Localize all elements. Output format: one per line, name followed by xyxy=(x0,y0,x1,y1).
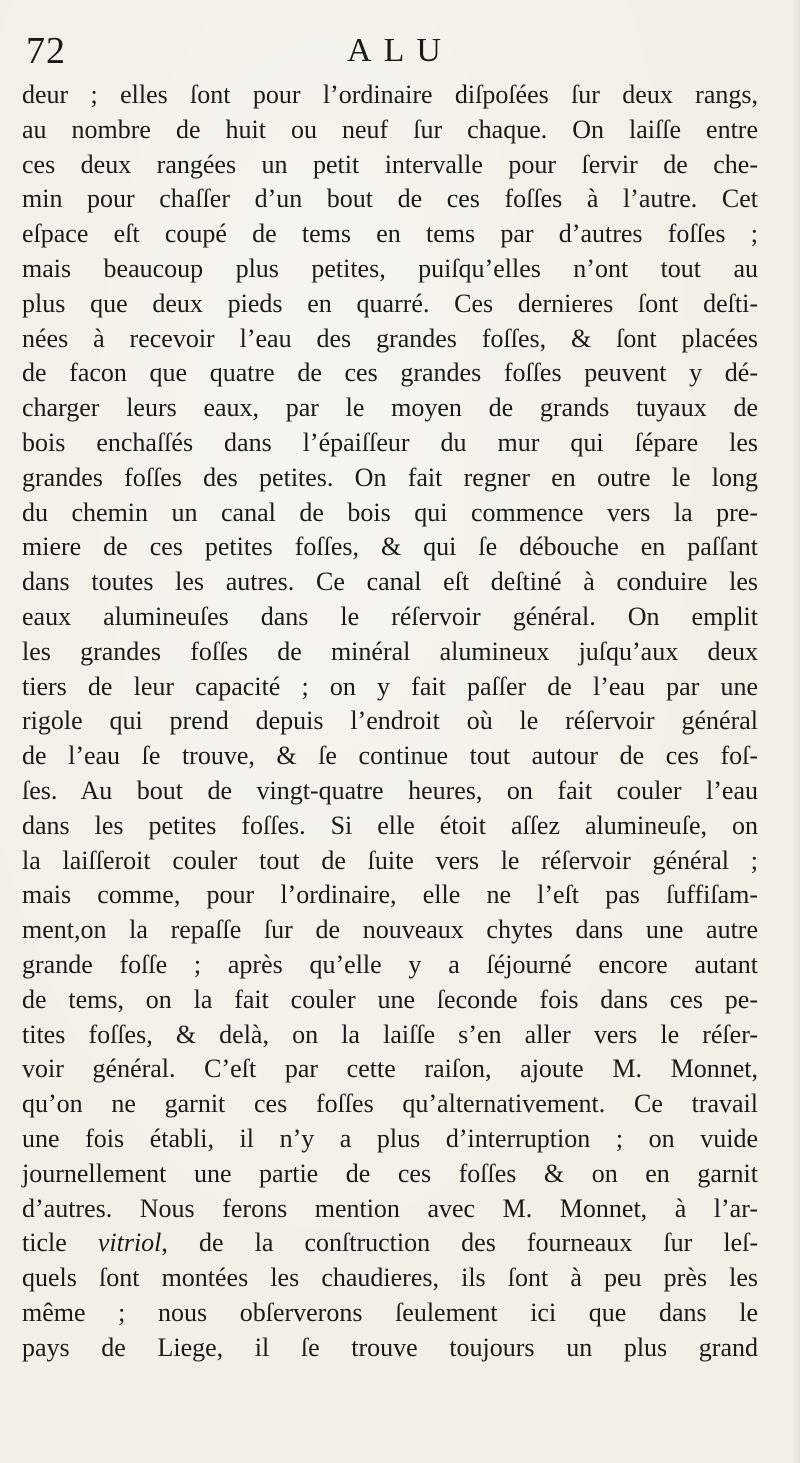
text-line: grandes foſſes des petites. On fait regner en outre le long xyxy=(22,462,758,492)
page-number: 72 xyxy=(26,30,66,72)
text-line: ment,on la repaſſe ſur de nouveaux chytes dans une autre xyxy=(22,915,758,945)
text-line: pays de Liege, il ſe trouve toujours un plus grand xyxy=(22,1332,758,1362)
text-line: grande foſſe ; après qu’elle y a ſéjourné encore autant xyxy=(22,949,758,979)
page-header xyxy=(20,28,780,78)
text-line: mais beaucoup plus petites, puiſqu’elles n’ont tout au xyxy=(22,253,758,283)
line-segment: , de la conſtruction des fourneaux ſur leſ- xyxy=(161,1228,758,1258)
text-line: nées à recevoir l’eau des grandes foſſes, & ſont placées xyxy=(22,323,758,353)
text-line: min pour chaſſer d’un bout de ces foſſes à l’autre. Cet xyxy=(22,184,758,214)
text-line: rigole qui prend depuis l’endroit où le réſervoir général xyxy=(22,706,758,736)
page-edge-shadow xyxy=(792,0,800,1463)
text-line: dans les petites foſſes. Si elle étoit aſſez alumineuſe, on xyxy=(22,810,758,840)
text-line-vitriol xyxy=(22,1226,758,1261)
running-head: ALU xyxy=(347,32,453,69)
text-line: quels ſont montées les chaudieres, ils ſont à peu près les xyxy=(22,1263,758,1293)
text-line: du chemin un canal de bois qui commence vers la pre- xyxy=(22,497,758,527)
text-line: une fois établi, il n’y a plus d’interruption ; on vuide xyxy=(22,1123,758,1153)
body-text xyxy=(22,78,758,1365)
text-line: tites foſſes, & delà, on la laiſſe s’en aller vers le réſer- xyxy=(22,1019,758,1049)
text-line: d’autres. Nous ferons mention avec M. Monnet, à l’ar- xyxy=(22,1193,758,1223)
text-line: deur ; elles ſont pour l’ordinaire diſpoſées ſur deux rangs, xyxy=(22,80,758,109)
text-line: journellement une partie de ces foſſes & on en garnit xyxy=(22,1158,758,1188)
text-line: qu’on ne garnit ces foſſes qu’alternativement. Ce travail xyxy=(22,1089,758,1119)
text-line: même ; nous obſerverons ſeulement ici que dans le xyxy=(22,1297,758,1327)
line-segment: ticle xyxy=(22,1228,98,1258)
text-line: de tems, on la fait couler une ſeconde fois dans ces pe- xyxy=(22,984,758,1014)
text-line: ces deux rangées un petit intervalle pour ſervir de che- xyxy=(22,149,758,179)
text-line: au nombre de huit ou neuf ſur chaque. On laiſſe entre xyxy=(22,114,758,144)
text-line: bois enchaſſés dans l’épaiſſeur du mur qui ſépare les xyxy=(22,427,758,457)
text-line: dans toutes les autres. Ce canal eſt deſtiné à conduire les xyxy=(22,567,758,597)
text-line: tiers de leur capacité ; on y fait paſſer de l’eau par une xyxy=(22,671,758,701)
text-line: charger leurs eaux, par le moyen de grands tuyaux de xyxy=(22,393,758,423)
text-line: eaux alumineuſes dans le réſervoir général. On emplit xyxy=(22,601,758,631)
text-line: eſpace eſt coupé de tems en tems par d’autres foſſes ; xyxy=(22,219,758,249)
text-line: de facon que quatre de ces grandes foſſes peuvent y dé- xyxy=(22,358,758,388)
text-line: ſes. Au bout de vingt-quatre heures, on fait couler l’eau xyxy=(22,775,758,805)
italic-term: vitriol xyxy=(97,1228,162,1258)
text-line: mais comme, pour l’ordinaire, elle ne l’eſt pas ſuffiſam- xyxy=(22,880,758,910)
text-line: plus que deux pieds en quarré. Ces dernieres ſont deſti- xyxy=(22,288,758,318)
text-line: voir général. C’eſt par cette raiſon, ajoute M. Monnet, xyxy=(22,1054,758,1084)
text-line: miere de ces petites foſſes, & qui ſe débouche en paſſant xyxy=(22,532,758,562)
text-line: les grandes foſſes de minéral alumineux juſqu’aux deux xyxy=(22,636,758,666)
text-line: la laiſſeroit couler tout de ſuite vers le réſervoir général ; xyxy=(22,845,758,875)
text-line: de l’eau ſe trouve, & ſe continue tout autour de ces foſ- xyxy=(22,741,758,771)
